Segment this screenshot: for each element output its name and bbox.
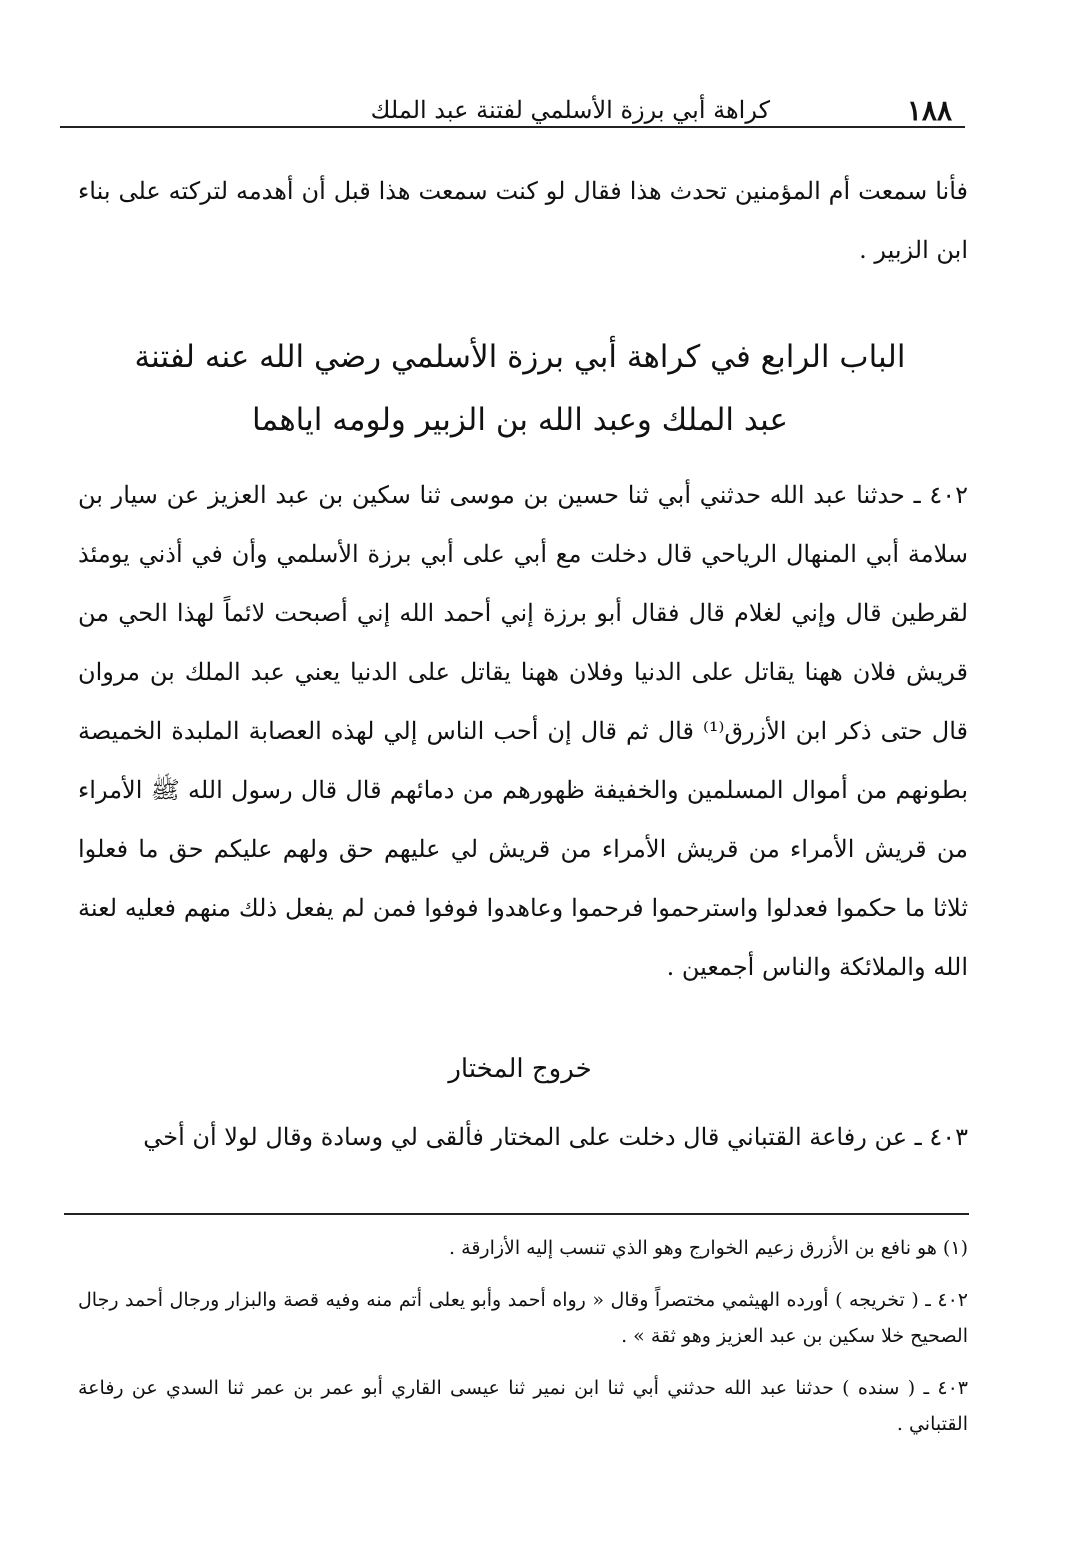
- section-title: خروج المختار: [448, 1054, 592, 1084]
- page-number: ١٨٨: [906, 94, 952, 127]
- chapter-title-line-1: الباب الرابع في كراهة أبي برزة الأسلمي رضي الله عنه لفتنة: [134, 339, 906, 375]
- footnote-divider: [64, 1213, 969, 1215]
- top-paragraph: فأنا سمعت أم المؤمنين تحدث هذا فقال لو كنت سمعت هذا قبل أن أهدمه لتركته على بناء ابن الزبير .: [78, 177, 968, 264]
- footnotes: [78, 1230, 968, 1458]
- hadith-402-paragraph: ٤٠٢ ـ حدثنا عبد الله حدثني أبي ثنا حسين بن موسى ثنا سكين بن عبد العزيز عن سيار بن سلامة أبي المنهال الرياحي قال دخلت مع أبي على أبي برزة الأسلمي وأن في أذني يومئذ لقرطين قال وإني لغلام قال فقال أبو برزة إني أحمد الله إني أصبحت لائماً لهذا الحي من قريش فلان ههنا يقاتل على الدنيا وفلان ههنا يقاتل على الدنيا يعني عبد الملك بن مروان قال حتى ذكر ابن الأزرق⁽¹⁾ قال ثم قال إن أحب الناس إلي لهذه العصابة الملبدة الخميصة بطونهم من أموال المسلمين والخفيفة ظهورهم من دمائهم قال قال رسول الله ﷺ الأمراء من قريش الأمراء من قريش الأمراء من قريش لي عليهم حق ولهم عليكم حق ما فعلوا ثلاثا ما حكموا فعدلوا واسترحموا فرحموا وعاهدوا فوفوا فمن لم يفعل ذلك منهم فعليه لعنة الله والملائكة والناس أجمعين .: [78, 481, 969, 981]
- hadith-403-paragraph: ٤٠٣ ـ عن رفاعة القتباني قال دخلت على المختار فألقى لي وسادة وقال لولا أن أخي: [143, 1123, 968, 1151]
- page-header: [70, 88, 970, 128]
- footnote-403: ٤٠٣ ـ ( سنده ) حدثنا عبد الله حدثني أبي ثنا ابن نمير ثنا عيسى القاري أبو عمر بن عمر ثنا السدي عن رفاعة القتباني .: [78, 1377, 968, 1435]
- footnote-402: ٤٠٢ ـ ( تخريجه ) أورده الهيثمي مختصراً وقال « رواه أحمد وأبو يعلى أتم منه وفيه قصة والبزار ورجال أحمد رجال الصحيح خلا سكين بن عبد العزيز وهو ثقة » .: [78, 1289, 968, 1347]
- chapter-title-line-2: عبد الملك وعبد الله بن الزبير ولومه اياهما: [251, 402, 789, 438]
- header-divider: [60, 126, 965, 128]
- footnote-1: (١) هو نافع بن الأزرق زعيم الخوارج وهو الذي تنسب إليه الأزارقة .: [449, 1237, 968, 1259]
- chapter-title: [70, 326, 970, 452]
- running-head: كراهة أبي برزة الأسلمي لفتنة عبد الملك: [370, 96, 770, 124]
